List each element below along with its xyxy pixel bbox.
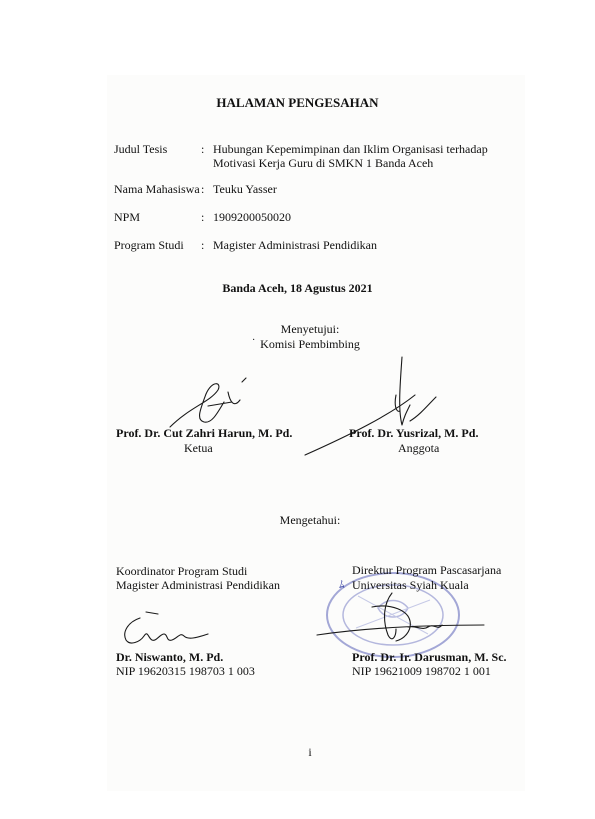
judul-label: Judul Tesis (114, 142, 168, 156)
npm-value: 1909200050020 (213, 210, 291, 224)
supervisor-2-name: Prof. Dr. Yusrizal, M. Pd. (349, 426, 479, 440)
place-date: Banda Aceh, 18 Agustus 2021 (222, 281, 373, 295)
supervisor-1-name: Prof. Dr. Cut Zahri Harun, M. Pd. (116, 426, 293, 440)
signature-ketua (160, 372, 250, 432)
coordinator-name: Dr. Niswanto, M. Pd. (116, 650, 224, 664)
prodi-label: Program Studi (114, 238, 184, 252)
npm-sep: : (201, 210, 205, 224)
director-nip: NIP 19621009 198702 1 001 (352, 664, 491, 678)
approval-line2: Komisi Pembimbing (260, 337, 360, 351)
nama-value: Teuku Yasser (213, 182, 277, 196)
nama-sep: : (201, 182, 205, 196)
coordinator-title1: Koordinator Program Studi (116, 564, 248, 578)
director-title1: Direktur Program Pascasarjana (352, 563, 502, 577)
prodi-value: Magister Administrasi Pendidikan (213, 238, 377, 252)
approval-line1: Menyetujui: (280, 322, 340, 336)
stamp-mark: ﾑ (339, 579, 345, 591)
supervisor-2-role: Anggota (398, 441, 440, 455)
coordinator-title2: Magister Administrasi Pendidikan (116, 578, 280, 592)
npm-label: NPM (114, 210, 141, 224)
director-name: Prof. Dr. Ir. Darusman, M. Sc. (352, 650, 507, 664)
director-title2: Universitas Syiah Kuala (352, 578, 469, 592)
acknowledge: Mengetahui: (279, 513, 341, 527)
page-number: i (308, 745, 312, 759)
stray-mark: · (252, 335, 256, 346)
page-title: HALAMAN PENGESAHAN (216, 95, 379, 110)
judul-value-line1: Hubungan Kepemimpinan dan Iklim Organisasi terhadap (213, 142, 488, 156)
signature-coordinator (118, 608, 213, 650)
prodi-sep: : (201, 238, 205, 252)
judul-value-line2: Motivasi Kerja Guru di SMKN 1 Banda Aceh (213, 156, 434, 170)
supervisor-1-role: Ketua (184, 441, 213, 455)
judul-sep: : (201, 142, 205, 156)
signature-director (312, 585, 492, 655)
nama-label: Nama Mahasiswa (114, 182, 200, 196)
coordinator-nip: NIP 19620315 198703 1 003 (116, 664, 255, 678)
